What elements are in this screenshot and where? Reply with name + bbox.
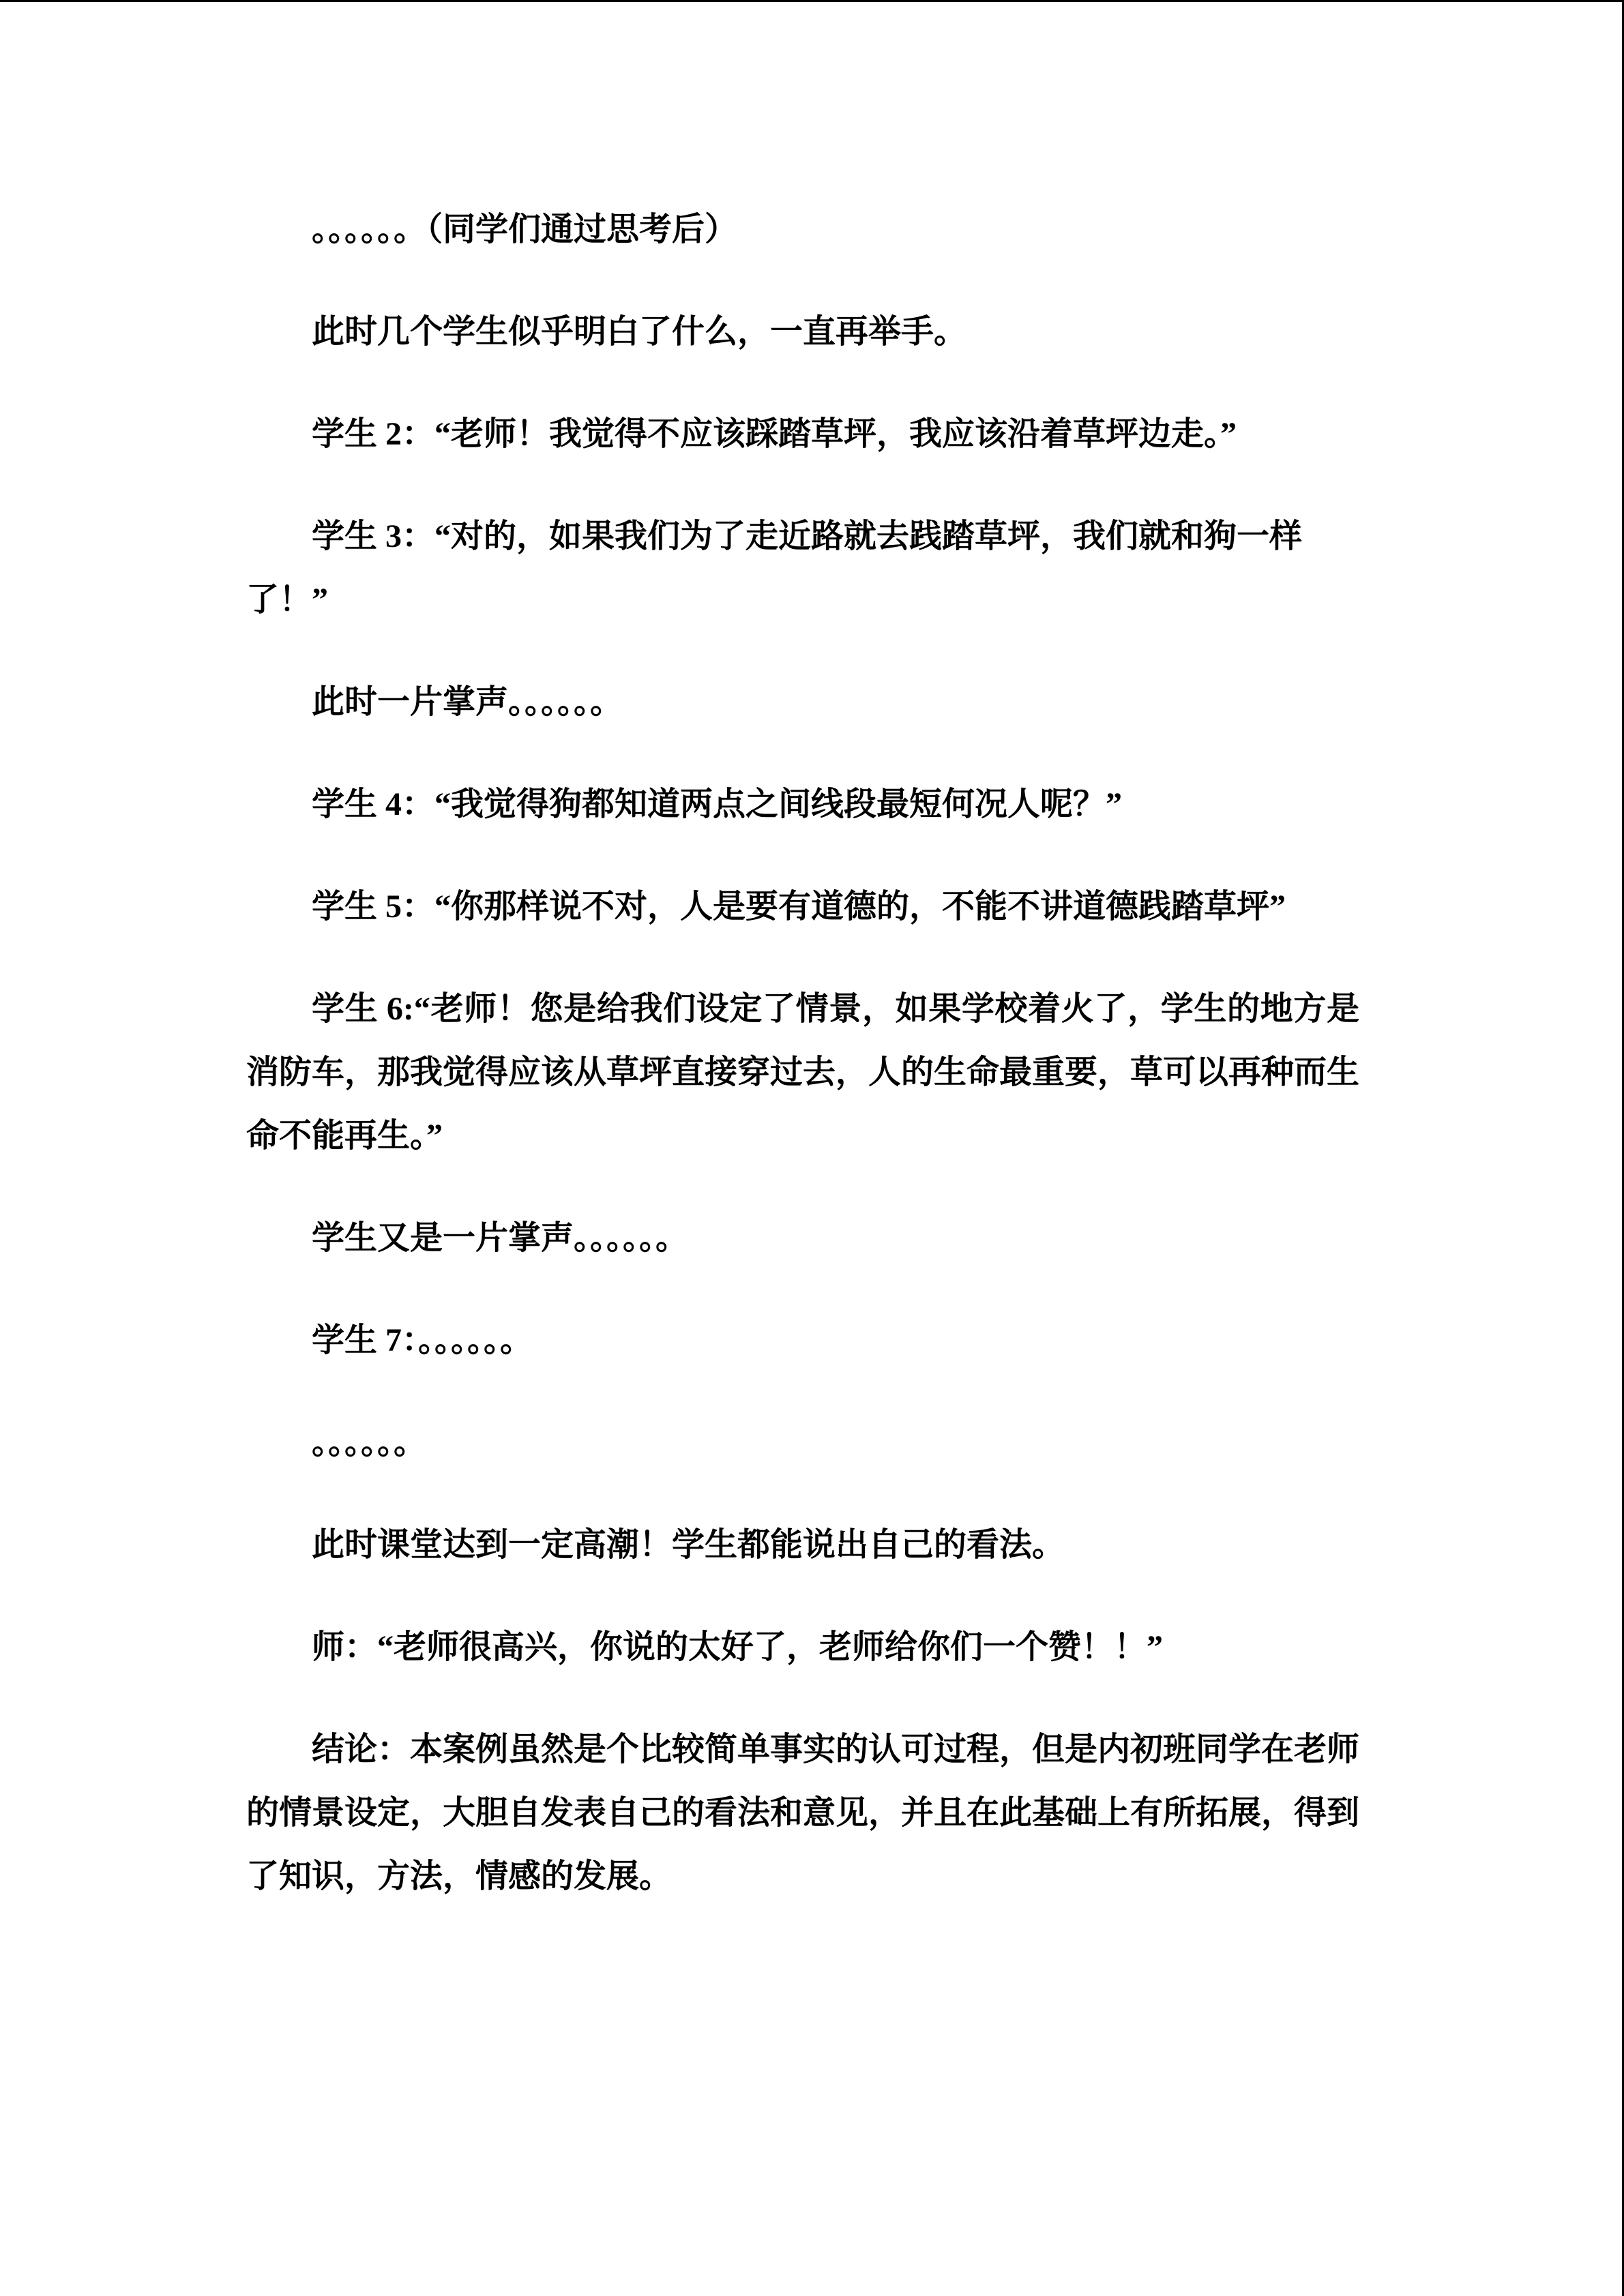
conclusion-paragraph: [246, 1718, 1359, 1908]
text-line: 学生 2：“老师！我觉得不应该踩踏草坪，我应该沿着草坪边走。”: [312, 416, 1237, 452]
text-line: 此时一片掌声。。。。。。: [312, 684, 623, 720]
student-2-speech: [246, 402, 1359, 466]
document-body: [246, 198, 1359, 1947]
student-3-speech: [246, 505, 1359, 631]
student-4-speech: [246, 773, 1359, 836]
narration-paragraph: [246, 300, 1359, 363]
student-7-speech: [246, 1309, 1359, 1372]
narration-paragraph: [246, 1513, 1359, 1577]
text-line: 学生 5：“你那样说不对，人是要有道德的，不能不讲道德践踏草坪”: [312, 889, 1286, 925]
text-line: 了知识，方法，情感的发展。: [246, 1858, 673, 1894]
text-line: 学生 6:“老师！您是给我们设定了情景，如果学校着火了，学生的地方是: [312, 991, 1359, 1027]
text-line: 。。。。。。: [312, 1425, 427, 1461]
ellipsis-note-paragraph: [246, 198, 1359, 261]
teacher-speech: [246, 1615, 1359, 1679]
text-line: 学生 7：。。。。。。: [312, 1322, 533, 1358]
applause-narration: [246, 1206, 1359, 1270]
text-line: 此时课堂达到一定高潮！学生都能说出自己的看法。: [312, 1527, 1065, 1563]
ellipsis-paragraph: [246, 1411, 1359, 1474]
text-line: 师：“老师很高兴，你说的太好了，老师给你们一个赞！！”: [312, 1629, 1164, 1665]
text-line: 学生 4：“我觉得狗都知道两点之间线段最短何况人呢？”: [312, 786, 1123, 822]
text-line: 学生又是一片掌声。。。。。。: [312, 1220, 689, 1256]
text-line: 。。。。。。（同学们通过思考后）: [312, 211, 738, 248]
text-line: 学生 3：“对的，如果我们为了走近路就去践踏草坪，我们就和狗一样: [312, 518, 1303, 554]
student-5-speech: [246, 875, 1359, 938]
applause-narration: [246, 670, 1359, 734]
student-6-speech: [246, 977, 1359, 1167]
text-line: 此时几个学生似乎明白了什么，一直再举手。: [312, 314, 967, 350]
text-line: 的情景设定，大胆自发表自己的看法和意见，并且在此基础上有所拓展，得到: [246, 1795, 1360, 1831]
text-line: 消防车，那我觉得应该从草坪直接穿过去，人的生命最重要，草可以再种而生: [246, 1054, 1360, 1090]
text-line: 了！”: [246, 582, 329, 618]
text-line: 命不能再生。”: [246, 1118, 443, 1154]
text-line: 结论：本案例虽然是个比较简单事实的认可过程，但是内初班同学在老师: [312, 1731, 1360, 1768]
